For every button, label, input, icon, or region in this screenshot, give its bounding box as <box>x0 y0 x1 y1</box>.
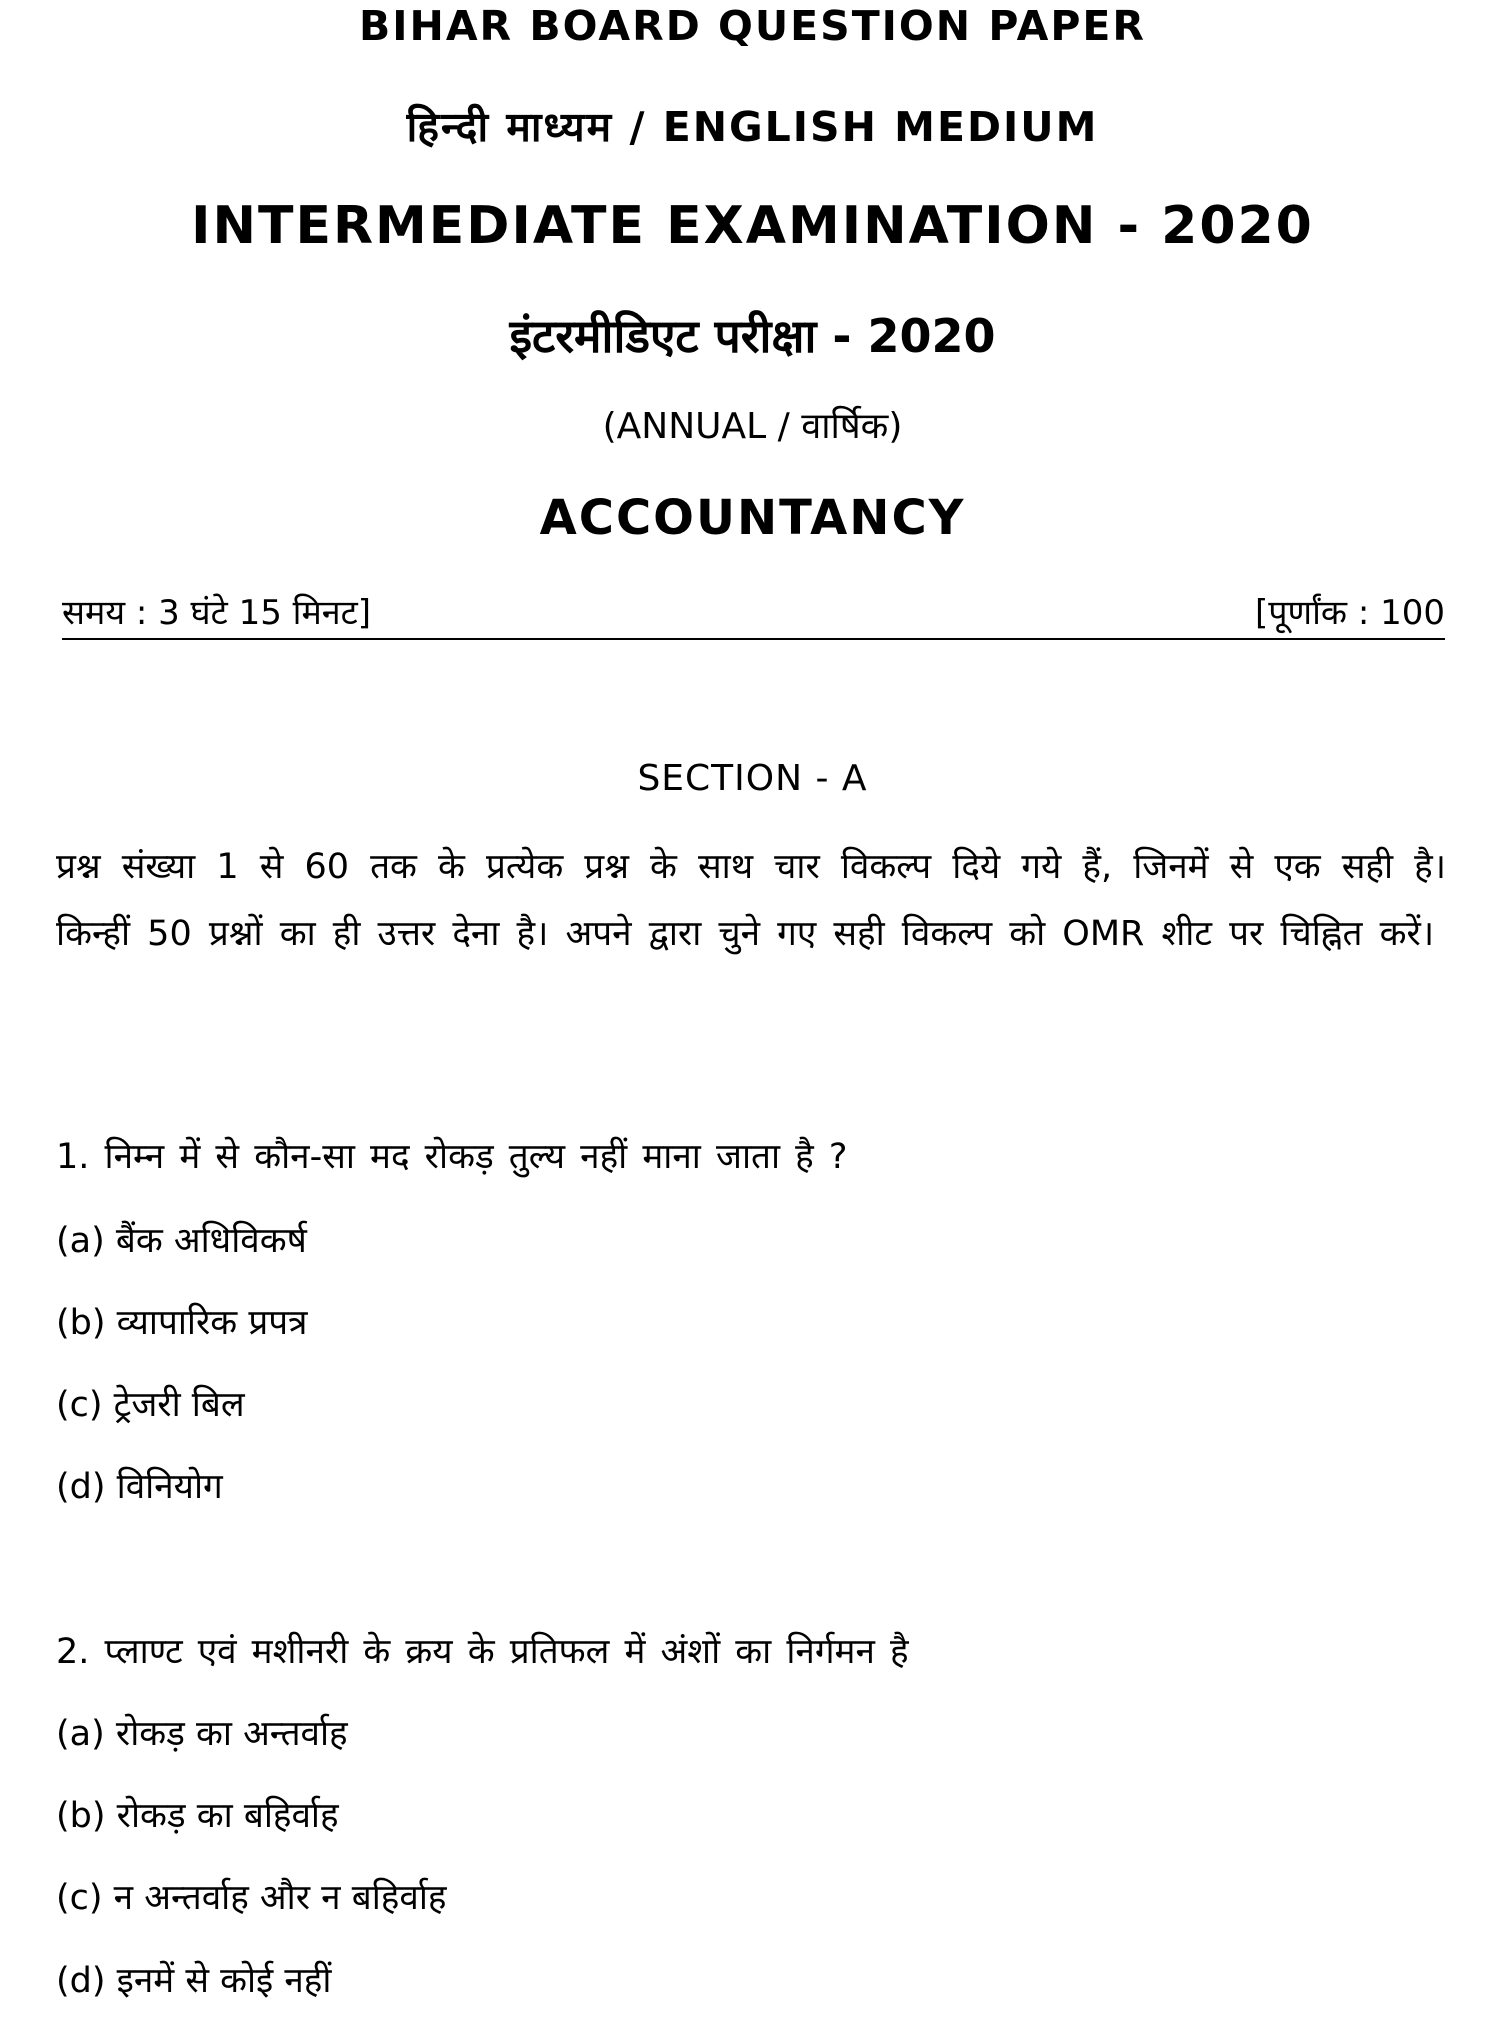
subject-title: ACCOUNTANCY <box>539 490 966 546</box>
full-marks: [पूर्णांक : 100 <box>1254 593 1445 633</box>
exam-title-english: INTERMEDIATE EXAMINATION - 2020 <box>191 196 1314 256</box>
section-instructions: प्रश्न संख्या 1 से 60 तक के प्रत्येक प्रश्न के साथ चार विकल्प दिये गये हैं, जिनमें से एक सही है। किन्हीं 50 प्रश्नों का ही उत्तर देना है। अपने द्वारा चुने गए सही विकल्प को OMR शीट पर चिह्नित करें। <box>56 847 1446 954</box>
option-d: (d) इनमें से कोई नहीं <box>56 1961 332 2001</box>
option-c: (c) ट्रेजरी बिल <box>56 1385 245 1425</box>
question-1 <box>56 1132 1446 1522</box>
option-b: (b) रोकड़ का बहिर्वाह <box>56 1796 339 1836</box>
question-stem: 1. निम्न में से कौन-सा मद रोकड़ तुल्य नहीं माना जाता है ? <box>56 1137 848 1177</box>
exam-title-hindi: इंटरमीडिएट परीक्षा - 2020 <box>509 309 996 363</box>
option-d: (d) विनियोग <box>56 1467 223 1507</box>
section-title: SECTION - A <box>637 758 868 799</box>
option-b: (b) व्यापारिक प्रपत्र <box>56 1303 308 1343</box>
question-2 <box>56 1627 1446 2022</box>
medium-line: हिन्दी माध्यम / ENGLISH MEDIUM <box>406 103 1099 151</box>
exam-type: (ANNUAL / वार्षिक) <box>602 406 903 447</box>
option-a: (a) बैंक अधिविकर्ष <box>56 1221 307 1261</box>
paper-heading: BIHAR BOARD QUESTION PAPER <box>359 2 1146 50</box>
option-c: (c) न अन्तर्वाह और न बहिर्वाह <box>56 1878 447 1918</box>
option-a: (a) रोकड़ का अन्तर्वाह <box>56 1714 348 1754</box>
time-allowed: समय : 3 घंटे 15 मिनट] <box>62 593 372 633</box>
question-stem: 2. प्लाण्ट एवं मशीनरी के क्रय के प्रतिफल में अंशों का निर्गमन है <box>56 1632 909 1672</box>
time-marks-row <box>62 588 1445 640</box>
